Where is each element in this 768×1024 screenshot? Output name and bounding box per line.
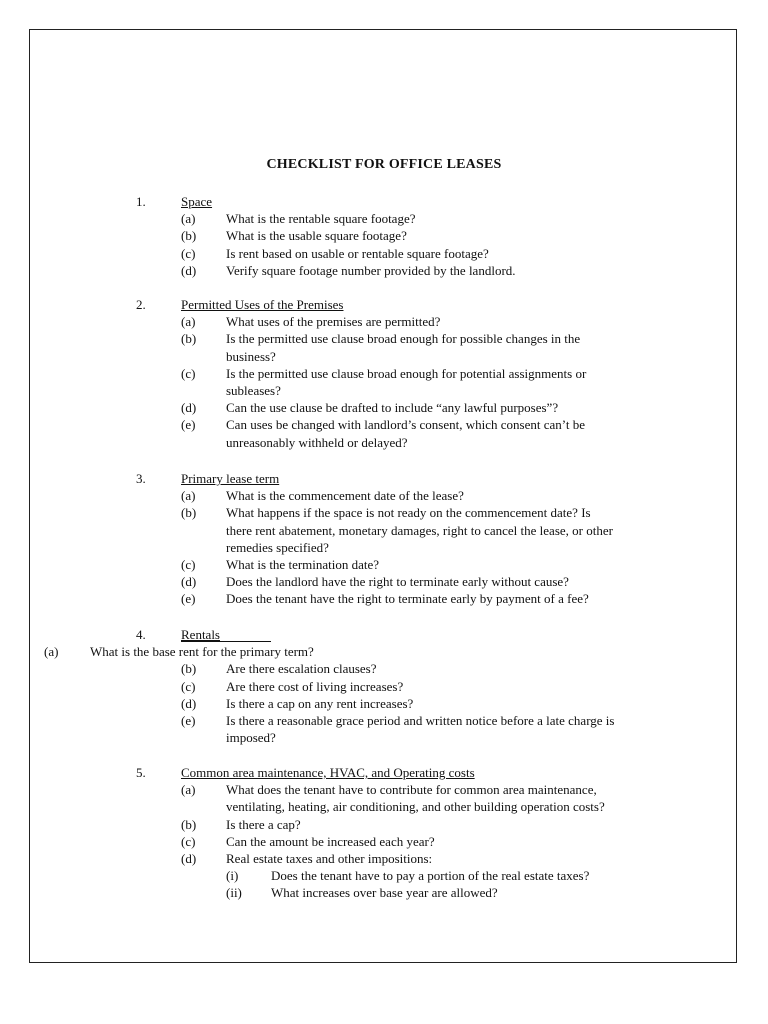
item-text: Is there a reasonable grace period and written notice before a late charge is: [226, 713, 615, 728]
item-text: What is the commencement date of the lease?: [226, 488, 464, 504]
item-marker: (e): [181, 713, 196, 728]
section-heading: Space: [181, 194, 213, 209]
item-text: What is the rentable square footage?: [226, 211, 416, 227]
subitem-text: What increases over base year are allowed?: [271, 885, 498, 901]
document-title: CHECKLIST FOR OFFICE LEASES: [266, 157, 502, 172]
item-text: What does the tenant have to contribute for common area maintenance,: [226, 782, 597, 798]
section-number: 3.: [136, 471, 146, 486]
item-text: What happens if the space is not ready on the commencement date? Is: [226, 505, 591, 521]
item-text: Does the landlord have the right to terminate early without cause?: [226, 574, 569, 590]
item-marker: (b): [181, 661, 197, 677]
item-text: business?: [226, 348, 276, 364]
item-text: Is the permitted use clause broad enough for potential assignments or: [226, 365, 587, 381]
item-text: Is rent based on usable or rentable square footage?: [226, 245, 489, 261]
item-marker: (d): [181, 695, 197, 711]
subitem-marker: (i): [226, 868, 239, 884]
item-marker: (c): [181, 833, 196, 849]
item-text: Verify square footage number provided by the landlord.: [226, 262, 516, 278]
item-marker: (e): [181, 417, 196, 433]
item-text: Are there escalation clauses?: [226, 661, 377, 677]
item-text: unreasonably withheld or delayed?: [226, 434, 408, 450]
item-text: Can uses be changed with landlord’s consent, which consent can’t be: [226, 417, 585, 433]
item-marker: (a): [181, 782, 196, 798]
item-marker: (c): [181, 245, 196, 261]
item-text: What is the usable square footage?: [226, 228, 407, 244]
section-heading: Permitted Uses of the Premises: [181, 297, 344, 312]
section-number: 2.: [136, 297, 146, 312]
item-text: Are there cost of living increases?: [226, 678, 404, 694]
item-marker: (b): [181, 505, 197, 521]
subitem-text: Does the tenant have to pay a portion of the real estate taxes?: [271, 868, 590, 884]
item-text: Real estate taxes and other impositions:: [226, 851, 433, 866]
item-text: Is the permitted use clause broad enough for possible changes in the: [226, 331, 581, 347]
section-heading: Primary lease term: [181, 471, 280, 486]
item-marker: (b): [181, 816, 197, 832]
item-marker: (c): [181, 557, 196, 572]
item-text: imposed?: [226, 730, 276, 746]
section-heading: Rentals: [181, 627, 220, 642]
item-marker: (a): [181, 314, 196, 330]
item-text: Does the tenant have the right to terminate early by payment of a fee?: [226, 591, 589, 607]
section-number: 4.: [136, 627, 146, 642]
item-text: ventilating, heating, air conditioning, and other building operation costs?: [226, 799, 605, 815]
item-marker: (b): [181, 331, 197, 347]
item-text: there rent abatement, monetary damages, right to cancel the lease, or other: [226, 522, 613, 538]
item-marker: (d): [181, 400, 197, 416]
item-marker: (d): [181, 574, 197, 590]
section-number: 1.: [136, 194, 146, 209]
item-text: Can the use clause be drafted to include “any lawful purposes”?: [226, 400, 559, 416]
item-marker: (d): [181, 851, 197, 866]
item-text: Can the amount be increased each year?: [226, 833, 435, 849]
section-heading: Common area maintenance, HVAC, and Operating costs: [181, 765, 475, 780]
item-text: What uses of the premises are permitted?: [226, 314, 441, 330]
heading-underline: [181, 641, 271, 642]
item-marker: (c): [181, 365, 196, 381]
item-marker: (a): [181, 211, 196, 227]
subitem-marker: (ii): [226, 885, 242, 901]
item-text: subleases?: [226, 383, 281, 398]
item-marker: (a): [44, 644, 59, 660]
section-number: 5.: [136, 765, 146, 780]
item-marker: (b): [181, 228, 197, 244]
item-marker: (e): [181, 591, 196, 607]
item-text: Is there a cap on any rent increases?: [226, 695, 414, 711]
item-text: Is there a cap?: [226, 816, 301, 832]
item-marker: (c): [181, 678, 196, 694]
item-text: What is the base rent for the primary term?: [90, 644, 314, 660]
item-text: remedies specified?: [226, 539, 329, 555]
item-text: What is the termination date?: [226, 557, 380, 572]
item-marker: (d): [181, 262, 197, 278]
item-marker: (a): [181, 488, 196, 504]
